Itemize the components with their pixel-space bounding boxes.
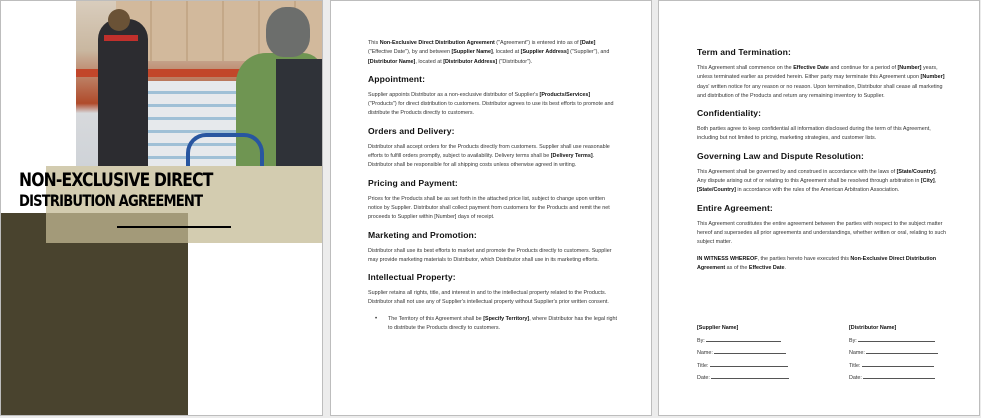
- supplier-name-label: [Supplier Name]: [697, 325, 739, 331]
- heading-intellectual-property: Intellectual Property:: [368, 272, 456, 283]
- witness-paragraph: IN WITNESS WHEREOF, the parties hereto have executed this Non-Exclusive Direct Distribution Agreement as of the Effective Date.: [697, 255, 937, 271]
- governing-paragraph: This Agreement shall be governed by and construed in accordance with the laws of [State/Country]. Any dispute arising out of or relating to this Agreement shall be resolved through arbitration in [City], [State/Country] in accordance with the rules of the American Arbitration Association.: [697, 168, 938, 194]
- heading-term-termination: Term and Termination:: [697, 47, 791, 57]
- cover-dark-block: [1, 213, 188, 416]
- distributor-title-field[interactable]: Title:: [849, 360, 938, 372]
- confidentiality-paragraph: Both parties agree to keep confidential all information disclosed during the term of this Agreement, including but not limited to pricing, marketing strategies, and customer lists.: [697, 126, 931, 142]
- heading-appointment: Appointment:: [368, 73, 426, 84]
- agreement-page-3: [658, 0, 980, 416]
- distributor-by-field[interactable]: By:: [849, 335, 938, 347]
- distributor-name-label: [Distributor Name]: [849, 325, 897, 331]
- cover-title-underline: [117, 226, 231, 228]
- photo-worker-cap: [266, 7, 310, 57]
- photo-worker-head: [108, 9, 130, 31]
- heading-marketing-promotion: Marketing and Promotion:: [368, 229, 477, 240]
- territory-bullet: • The Territory of this Agreement shall be [Specify Territory], where Distributor has the legal right to distribute the Products directly to customers.: [368, 315, 618, 334]
- photo-hand-truck: [186, 133, 264, 166]
- supplier-date-field[interactable]: Date:: [697, 372, 789, 384]
- appointment-paragraph: Supplier appoints Distributor as a non-exclusive distributor of Supplier's [Products/Services] ("Products") for direct distribution to customers. Distributor agrees to use its best efforts to promote and distribute the Products directly to customers.: [368, 91, 614, 117]
- cover-title: [19, 169, 213, 211]
- supplier-by-field[interactable]: By:: [697, 335, 789, 347]
- orders-paragraph: Distributor shall accept orders for the Products directly from customers. Supplier shall use reasonable efforts to fulfill orders promptly, subject to availability. Delivery terms shall be [Delivery Terms]. Distributor shall be responsible for all shipping costs unless otherwise agreed in writing.: [368, 143, 610, 169]
- supplier-name-field[interactable]: Name:: [697, 347, 789, 359]
- photo-worker-collar: [104, 35, 138, 41]
- agreement-page-2: [330, 0, 652, 416]
- page2-body: [368, 39, 618, 333]
- term-paragraph: This Agreement shall commence on the Effective Date and continue for a period of [Number] years, unless terminated earlier as provided herein. Either party may terminate this Agreement upon [Number] days' written notice for any reason or no reason. Upon termination, Distributor shall cease all marketing and distribution of the Products and return any remaining inventory to Supplier.: [697, 65, 945, 99]
- supplier-title-field[interactable]: Title:: [697, 360, 789, 372]
- cover-photo: [76, 1, 323, 166]
- photo-worker-left: [98, 19, 148, 166]
- distributor-name-field[interactable]: Name:: [849, 347, 938, 359]
- heading-pricing-payment: Pricing and Payment:: [368, 177, 458, 188]
- intro-paragraph: This Non-Exclusive Direct Distribution Agreement ("Agreement") is entered into as of [Date] ("Effective Date"), by and between [Supplier Name], located at [Supplier Address] ("Supplier"), and [Distributor Name], located at [Distributor Address] ("Distributor").: [368, 40, 610, 65]
- distributor-signature-block: [849, 322, 938, 384]
- ip-paragraph: Supplier retains all rights, title, and interest in and to the intellectual property related to the Products. Distributor shall not use any of Supplier's intellectual property without Supplier's prior written consent.: [368, 290, 609, 306]
- distributor-date-field[interactable]: Date:: [849, 372, 938, 384]
- photo-worker-overalls: [276, 59, 323, 166]
- marketing-paragraph: Distributor shall use its best efforts to market and promote the Products directly to customers. Supplier may provide marketing materials to Distributor, which Distributor shall use in its marketing efforts.: [368, 247, 612, 263]
- heading-governing-law: Governing Law and Dispute Resolution:: [697, 150, 864, 161]
- heading-orders-delivery: Orders and Delivery:: [368, 125, 455, 136]
- heading-entire-agreement: Entire Agreement:: [697, 202, 773, 213]
- supplier-signature-block: [697, 322, 789, 384]
- cover-title-line1: NON-EXCLUSIVE DIRECT: [19, 169, 213, 191]
- cover-title-line2: DISTRIBUTION AGREEMENT: [19, 191, 203, 210]
- entire-paragraph: This Agreement constitutes the entire agreement between the parties with respect to the subject matter hereof and supersedes all prior agreements and understandings, whether written or oral, relating to such subject matter.: [697, 220, 947, 246]
- cover-page: [0, 0, 323, 416]
- pricing-paragraph: Prices for the Products shall be as set forth in the attached price list, subject to change upon written notice by Supplier. Distributor shall collect payment from customers for the Products and remit the net proceeds to Supplier within [Number] days of receipt.: [368, 195, 610, 221]
- cover-overlap-block: [46, 213, 188, 243]
- heading-confidentiality: Confidentiality:: [697, 108, 762, 119]
- page3-body: [697, 47, 947, 273]
